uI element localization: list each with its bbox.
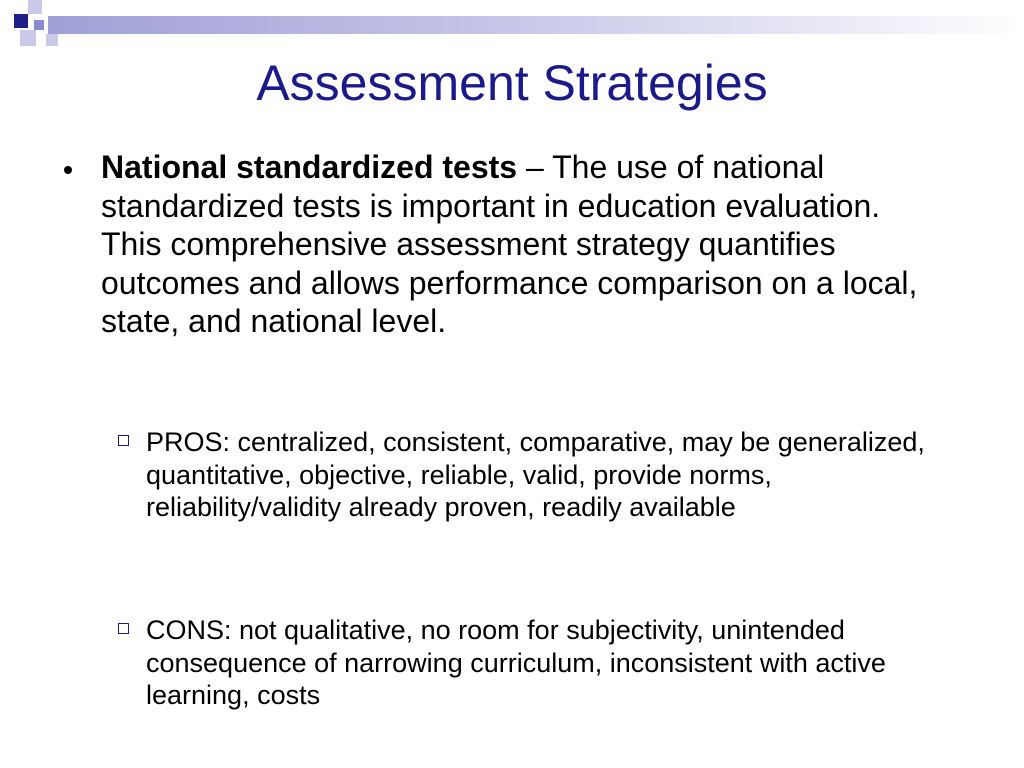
decor-square-light	[46, 34, 58, 46]
filled-circle-bullet-icon	[64, 166, 72, 174]
main-bullet-body: – The use of national standardized tests is important in education evaluation. This comprehensive assessment strategy quantifies outcomes and allows performance comparison on a local, state, and national level.	[101, 149, 918, 339]
decor-square-dark	[14, 14, 28, 28]
header-gradient-bar	[48, 16, 1024, 34]
main-bullet-heading: National standardized tests	[101, 149, 518, 185]
decor-square-light	[20, 30, 36, 46]
hollow-square-bullet-icon	[118, 623, 129, 634]
main-bullet-text	[101, 148, 931, 341]
sub-bullet-cons-text: CONS: not qualitative, no room for subjectivity, unintended consequence of narrowing curriculum, inconsistent with active learning, costs	[146, 615, 886, 710]
slide-title: Assessment Strategies	[256, 55, 768, 111]
sub-bullet-pros-text: PROS: centralized, consistent, comparative, may be generalized, quantitative, objective, reliable, valid, provide norms, reliability/validity already proven, readily available	[146, 427, 925, 522]
decor-square-light	[28, 0, 42, 14]
hollow-square-bullet-icon	[118, 435, 129, 446]
decor-square-mid	[34, 20, 44, 30]
